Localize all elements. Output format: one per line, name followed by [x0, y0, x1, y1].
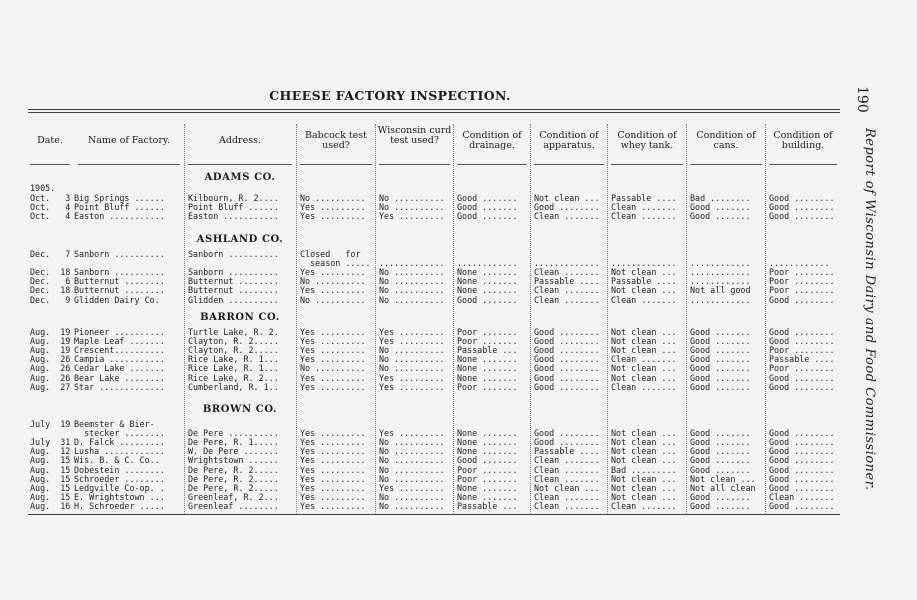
cell-building: Good ........	[769, 328, 835, 337]
cell-name: Pioneer ..........	[74, 328, 165, 337]
cell-apparatus: Good ........	[534, 337, 600, 347]
cell-name: Crescent..........	[74, 346, 165, 356]
cell-name: Sanborn ..........	[74, 268, 165, 278]
cell-building: Poor ........	[769, 277, 835, 287]
cell-name: stecker ........	[74, 429, 165, 439]
county-heading: BARRON CO.	[200, 312, 280, 323]
cell-cans: Good .......	[690, 373, 751, 383]
cell-date: Aug. 15	[30, 483, 71, 493]
cell-whey: .............	[611, 259, 677, 269]
cell-name: Point Bluff ......	[74, 203, 165, 213]
cell-apparatus: Good ........	[534, 346, 600, 356]
cell-wisconsin: .............	[379, 259, 445, 269]
cell-babcock: No ..........	[300, 194, 366, 203]
cell-drainage: None .......	[457, 355, 518, 365]
cell-drainage: None .......	[457, 429, 518, 439]
cell-cans: Good .......	[690, 203, 751, 213]
table-row	[0, 203, 917, 212]
cell-whey: Passable ....	[611, 194, 677, 203]
cell-cans: Good .......	[690, 438, 751, 448]
cell-building: Good ........	[769, 373, 835, 383]
cell-cans: Good .......	[690, 382, 751, 392]
cell-date: Aug. 19	[30, 337, 71, 347]
cell-whey: Not clean ...	[611, 328, 677, 337]
cell-cans: ............	[690, 277, 751, 287]
cell-wisconsin: Yes .........	[379, 328, 445, 337]
cell-wisconsin: Yes .........	[379, 373, 445, 383]
cell-cans: Good .......	[690, 364, 751, 374]
table-row	[0, 286, 917, 295]
cell-apparatus: Clean .......	[534, 295, 600, 305]
table-row	[0, 212, 917, 221]
table-row	[0, 484, 917, 493]
table-row	[0, 447, 917, 456]
cell-babcock: Yes .........	[300, 286, 366, 296]
cell-drainage: Good .......	[457, 203, 518, 213]
cell-babcock: Yes .........	[300, 474, 366, 484]
cell-building: Good ........	[769, 465, 835, 475]
cell-apparatus: Clean .......	[534, 268, 600, 278]
cell-cans: Good .......	[690, 456, 751, 466]
cell-name: Ledgville Co-op. .	[74, 483, 165, 493]
cell-whey: Not clean ...	[611, 268, 677, 278]
cell-wisconsin: No ..........	[379, 203, 445, 213]
cell-whey: Clean .......	[611, 355, 677, 365]
cell-name: Cedar Lake .......	[74, 364, 165, 374]
cell-address: Greenleaf ........	[188, 501, 279, 511]
cell-whey: Not clean ...	[611, 474, 677, 484]
cell-wisconsin: No ..........	[379, 295, 445, 305]
cell-drainage: Poor .......	[457, 337, 518, 347]
cell-drainage: None .......	[457, 492, 518, 502]
cell-apparatus: Good ........	[534, 373, 600, 383]
cell-babcock: Yes .........	[300, 346, 366, 356]
cell-building: Good ........	[769, 483, 835, 493]
year-label: 1905.	[30, 183, 56, 193]
cell-wisconsin: Yes .........	[379, 212, 445, 222]
cell-date: Aug. 26	[30, 364, 71, 374]
page-number: 190	[854, 86, 870, 113]
county-heading: ASHLAND CO.	[196, 234, 284, 245]
cell-building: Good ........	[769, 474, 835, 484]
cell-name: Beemster & Bier-	[74, 420, 155, 429]
cell-drainage: None .......	[457, 364, 518, 374]
cell-drainage: ............	[457, 259, 518, 269]
cell-apparatus: Clean .......	[534, 501, 600, 511]
table-row	[0, 194, 917, 203]
cell-building: Good ........	[769, 501, 835, 511]
cell-name: Lusha ............	[74, 447, 165, 457]
cell-address: Butternut ........	[188, 277, 279, 287]
header-building: Condition of building.	[773, 130, 833, 151]
header-wisconsin: Wisconsin curd test used?	[377, 125, 452, 146]
header-rule	[769, 164, 837, 165]
cell-wisconsin: No ..........	[379, 346, 445, 356]
cell-drainage: None .......	[457, 438, 518, 448]
cell-whey: Not clean ...	[611, 346, 677, 356]
header-name: Name of Factory.	[87, 135, 171, 146]
cell-date: Aug. 26	[30, 355, 71, 365]
cell-cans: Not clean ...	[690, 474, 756, 484]
cell-cans: Not all good	[690, 286, 751, 296]
cell-apparatus: Good ........	[534, 355, 600, 365]
cell-date: Dec. 7	[30, 250, 71, 259]
cell-cans: ............	[690, 268, 751, 278]
cell-babcock: No ..........	[300, 295, 366, 305]
table-row	[0, 328, 917, 337]
cell-wisconsin: Yes .........	[379, 429, 445, 439]
header-rule	[379, 164, 450, 165]
header-rule	[188, 164, 292, 165]
cell-date: Aug. 26	[30, 373, 71, 383]
cell-date: Dec. 6	[30, 277, 71, 287]
cell-name: Maple Leaf .......	[74, 337, 165, 347]
cell-cans: Good .......	[690, 429, 751, 439]
cell-cans: Good .......	[690, 501, 751, 511]
cell-address: Rice Lake, R. 1...	[188, 364, 279, 374]
cell-wisconsin: No ..........	[379, 277, 445, 287]
cell-babcock: Yes .........	[300, 429, 366, 439]
cell-apparatus: Clean .......	[534, 465, 600, 475]
cell-building: Good ........	[769, 429, 835, 439]
cell-building: Good ........	[769, 438, 835, 448]
cell-apparatus: Clean .......	[534, 456, 600, 466]
cell-whey: Not clean ...	[611, 447, 677, 457]
cell-drainage: Poor .......	[457, 382, 518, 392]
cell-apparatus: Passable ....	[534, 447, 600, 457]
header-rule	[78, 164, 180, 165]
cell-cans: ............	[690, 295, 751, 305]
table-row	[0, 277, 917, 286]
cell-date: Oct. 3	[30, 194, 71, 203]
cell-apparatus: Clean .......	[534, 474, 600, 484]
cell-name: D. Falck .........	[74, 438, 165, 448]
cell-drainage: Poor .......	[457, 465, 518, 475]
cell-babcock: Yes .........	[300, 355, 366, 365]
cell-drainage: Good .......	[457, 295, 518, 305]
table-row	[0, 268, 917, 277]
cell-name: H. Schroeder .....	[74, 501, 165, 511]
cell-apparatus: Good ........	[534, 203, 600, 213]
cell-date: July 31	[30, 438, 71, 448]
cell-building: Clean .......	[769, 492, 835, 502]
cell-babcock: Yes .........	[300, 447, 366, 457]
cell-babcock: Yes .........	[300, 438, 366, 448]
cell-whey: Not clean ...	[611, 373, 677, 383]
cell-drainage: Passable ...	[457, 501, 518, 511]
cell-name: Easton ...........	[74, 212, 165, 222]
cell-wisconsin: No ..........	[379, 492, 445, 502]
cell-address: Rice Lake, R. 1...	[188, 355, 279, 365]
cell-cans: Good .......	[690, 447, 751, 457]
cell-address: Clayton, R. 2.....	[188, 346, 279, 356]
cell-building: Poor ........	[769, 364, 835, 374]
cell-name: Star .............	[74, 382, 165, 392]
cell-apparatus: Not clean ...	[534, 483, 600, 493]
cell-whey: Not clean ...	[611, 492, 677, 502]
table-row	[0, 364, 917, 373]
cell-address: Butternut ........	[188, 286, 279, 296]
cell-drainage: Good .......	[457, 456, 518, 466]
cell-wisconsin: No ..........	[379, 438, 445, 448]
table-row	[0, 250, 917, 259]
cell-address: Cumberland, R. 1..	[188, 382, 279, 392]
cell-apparatus: Good ........	[534, 438, 600, 448]
cell-wisconsin: No ..........	[379, 465, 445, 475]
cell-name: Glidden Dairy Co.	[74, 295, 160, 305]
cell-wisconsin: No ..........	[379, 501, 445, 511]
cell-address: De Pere, R. 2.....	[188, 465, 279, 475]
cell-whey: Not clean ...	[611, 286, 677, 296]
cell-whey: Not clean ...	[611, 456, 677, 466]
cell-babcock: season .....	[300, 259, 371, 269]
cell-babcock: Yes .........	[300, 483, 366, 493]
cell-babcock: Yes .........	[300, 212, 366, 222]
cell-cans: Bad ........	[690, 194, 751, 203]
cell-date: Aug. 27	[30, 382, 71, 392]
cell-address: Clayton, R. 2.....	[188, 337, 279, 347]
cell-address: Easton ...........	[188, 212, 279, 222]
cell-date: Aug. 15	[30, 456, 71, 466]
table-row	[0, 456, 917, 465]
cell-building: Poor ........	[769, 268, 835, 278]
cell-babcock: Yes .........	[300, 456, 366, 466]
cell-whey: Not clean ...	[611, 483, 677, 493]
table-row	[0, 429, 917, 438]
header-drainage: Condition of drainage.	[462, 130, 522, 151]
cell-address: Wrightstown ......	[188, 456, 279, 466]
header-rule	[457, 164, 527, 165]
cell-address: Sanborn ..........	[188, 250, 279, 259]
cell-babcock: No ..........	[300, 277, 366, 287]
cell-building: Passable ....	[769, 355, 835, 365]
cell-date: Dec. 18	[30, 286, 71, 296]
cell-whey: Clean .......	[611, 212, 677, 222]
cell-name: Sanborn ..........	[74, 250, 165, 259]
cell-whey: Not clean ...	[611, 429, 677, 439]
cell-wisconsin: Yes .........	[379, 337, 445, 347]
cell-whey: Clean .......	[611, 295, 677, 305]
header-rule	[300, 164, 372, 165]
cell-date: Oct. 4	[30, 212, 71, 222]
cell-wisconsin: No ..........	[379, 474, 445, 484]
cell-address: Point Bluff ......	[188, 203, 279, 213]
cell-drainage: None .......	[457, 277, 518, 287]
cell-apparatus: Good ........	[534, 382, 600, 392]
cell-drainage: Good .......	[457, 212, 518, 222]
cell-whey: Not clean ...	[611, 364, 677, 374]
cell-name: Wis. B. & C. Co..	[74, 456, 160, 466]
cell-address: W. De Pere .......	[188, 447, 279, 457]
cell-date: Aug. 12	[30, 447, 71, 457]
county-heading: ADAMS CO.	[204, 172, 276, 183]
table-row	[0, 355, 917, 364]
cell-wisconsin: No ..........	[379, 447, 445, 457]
cell-name: Big Springs ......	[74, 194, 165, 203]
cell-whey: Bad .........	[611, 465, 677, 475]
cell-whey: Not clean ...	[611, 337, 677, 347]
cell-wisconsin: No ..........	[379, 456, 445, 466]
cell-apparatus: Good ........	[534, 328, 600, 337]
cell-apparatus: Good ........	[534, 429, 600, 439]
cell-drainage: None .......	[457, 286, 518, 296]
table-row	[0, 475, 917, 484]
cell-building: ............	[769, 259, 830, 269]
table-row	[0, 346, 917, 355]
cell-name: Butternut ........	[74, 277, 165, 287]
header-cans: Condition of cans.	[696, 130, 756, 151]
cell-whey: Passable ....	[611, 277, 677, 287]
header-babcock: Babcock test used?	[305, 130, 367, 151]
cell-babcock: Closed for	[300, 250, 361, 259]
cell-address: De Pere, R. 2.....	[188, 483, 279, 493]
cell-building: Good ........	[769, 212, 835, 222]
cell-date: Oct. 4	[30, 203, 71, 213]
header-rule	[611, 164, 683, 165]
cell-address: Sanborn ..........	[188, 268, 279, 278]
header-address: Address.	[219, 135, 261, 146]
cell-babcock: Yes .........	[300, 203, 366, 213]
cell-address: De Pere, R. 1.....	[188, 438, 279, 448]
cell-whey: Clean .......	[611, 382, 677, 392]
table-row	[0, 493, 917, 502]
cell-babcock: Yes .........	[300, 382, 366, 392]
cell-address: Kilbourn, R. 2....	[188, 194, 279, 203]
cell-apparatus: Clean .......	[534, 492, 600, 502]
cell-drainage: Good .......	[457, 194, 518, 203]
table-row	[0, 337, 917, 346]
cell-building: Good ........	[769, 194, 835, 203]
header-whey: Condition of whey tank.	[617, 130, 677, 151]
cell-building: Poor ........	[769, 286, 835, 296]
cell-building: Good ........	[769, 203, 835, 213]
cell-drainage: Passable ...	[457, 346, 518, 356]
cell-name: Bear Lake ........	[74, 373, 165, 383]
cell-cans: Good .......	[690, 337, 751, 347]
cell-date: Aug. 15	[30, 465, 71, 475]
bottom-rule	[28, 514, 840, 515]
table-row	[0, 296, 917, 305]
table-row	[0, 466, 917, 475]
table-row	[0, 383, 917, 392]
cell-building: Good ........	[769, 382, 835, 392]
cell-cans: Good .......	[690, 465, 751, 475]
cell-wisconsin: No ..........	[379, 286, 445, 296]
cell-apparatus: Clean .......	[534, 286, 600, 296]
cell-date: Dec. 18	[30, 268, 71, 278]
cell-babcock: Yes .........	[300, 465, 366, 475]
cell-babcock: Yes .........	[300, 373, 366, 383]
page-title: CHEESE FACTORY INSPECTION.	[269, 88, 511, 103]
cell-wisconsin: No ..........	[379, 364, 445, 374]
cell-wisconsin: No ..........	[379, 355, 445, 365]
cell-name: E. Wrightstown ...	[74, 492, 165, 502]
cell-address: Rice Lake, R. 2...	[188, 373, 279, 383]
cell-address: De Pere, R. 2.....	[188, 474, 279, 484]
cell-cans: Good .......	[690, 492, 751, 502]
cell-babcock: Yes .........	[300, 337, 366, 347]
header-apparatus: Condition of apparatus.	[539, 130, 599, 151]
cell-apparatus: Passable ....	[534, 277, 600, 287]
cell-building: Good ........	[769, 337, 835, 347]
table-row	[0, 374, 917, 383]
header-date: Date.	[37, 135, 63, 146]
cell-apparatus: Not clean ...	[534, 194, 600, 203]
cell-wisconsin: Yes .........	[379, 483, 445, 493]
cell-building: Good ........	[769, 456, 835, 466]
cell-drainage: None .......	[457, 373, 518, 383]
cell-date: Aug. 15	[30, 492, 71, 502]
cell-address: De Pere ..........	[188, 429, 279, 439]
cell-drainage: Poor .......	[457, 328, 518, 337]
cell-cans: Not all clean	[690, 483, 756, 493]
cell-wisconsin: No ..........	[379, 194, 445, 203]
cell-address: Greenleaf, R. 2...	[188, 492, 279, 502]
cell-babcock: Yes .........	[300, 492, 366, 502]
cell-drainage: None .......	[457, 447, 518, 457]
table-row	[0, 502, 917, 511]
cell-drainage: None .......	[457, 268, 518, 278]
cell-date: Aug. 19	[30, 346, 71, 356]
cell-date: Dec. 9	[30, 295, 71, 305]
top-rule-2	[28, 112, 840, 113]
cell-apparatus: Good ........	[534, 364, 600, 374]
cell-address: Glidden ..........	[188, 295, 279, 305]
cell-drainage: Poor .......	[457, 474, 518, 484]
header-rule	[30, 164, 70, 165]
cell-address: Turtle Lake, R. 2.	[188, 328, 279, 337]
cell-date: Aug. 16	[30, 501, 71, 511]
cell-wisconsin: No ..........	[379, 268, 445, 278]
cell-babcock: Yes .........	[300, 328, 366, 337]
table-row	[0, 438, 917, 447]
cell-apparatus: .............	[534, 259, 600, 269]
cell-apparatus: Clean .......	[534, 212, 600, 222]
cell-name: Butternut ........	[74, 286, 165, 296]
cell-babcock: Yes .........	[300, 501, 366, 511]
cell-cans: Good .......	[690, 328, 751, 337]
cell-name: Dobestein ........	[74, 465, 165, 475]
cell-building: Good ........	[769, 295, 835, 305]
cell-name: Campia ...........	[74, 355, 165, 365]
cell-babcock: Yes .........	[300, 268, 366, 278]
header-rule	[690, 164, 762, 165]
cell-name: Schroeder ........	[74, 474, 165, 484]
cell-babcock: No ..........	[300, 364, 366, 374]
cell-date: July 19	[30, 420, 71, 429]
cell-date: Aug. 15	[30, 474, 71, 484]
cell-building: Poor ........	[769, 346, 835, 356]
top-rule-1	[28, 109, 840, 110]
cell-building: Good ........	[769, 447, 835, 457]
cell-cans: Good .......	[690, 355, 751, 365]
cell-cans: ............	[690, 259, 751, 269]
table-row	[0, 259, 917, 268]
cell-drainage: None .......	[457, 483, 518, 493]
cell-date: Aug. 19	[30, 328, 71, 337]
cell-whey: Clean .......	[611, 203, 677, 213]
cell-cans: Good .......	[690, 346, 751, 356]
county-heading: BROWN CO.	[202, 404, 278, 415]
cell-whey: Clean .......	[611, 501, 677, 511]
cell-wisconsin: Yes .........	[379, 382, 445, 392]
cell-cans: Good .......	[690, 212, 751, 222]
side-heading: Report of Wisconsin Dairy and Food Commissioner.	[862, 128, 877, 491]
header-rule	[534, 164, 604, 165]
table-row	[0, 420, 917, 429]
cell-whey: Not clean ...	[611, 438, 677, 448]
